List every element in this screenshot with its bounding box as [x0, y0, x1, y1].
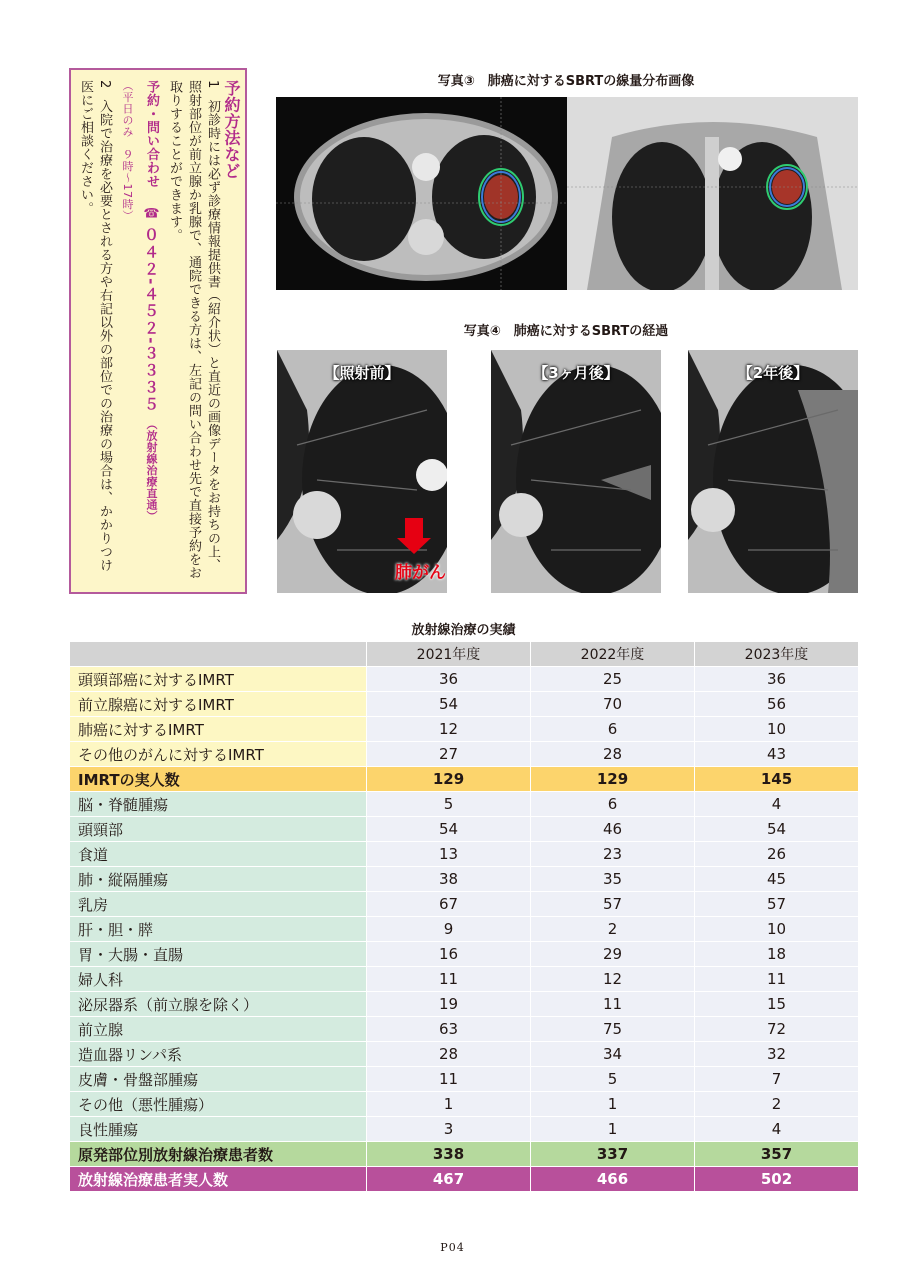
imrt-row-value-2022: 25 [531, 667, 695, 692]
site-row-value-2022: 6 [531, 792, 695, 817]
site-total-row-value-2021: 338 [367, 1142, 531, 1167]
patient-total-row-label: 放射線治療患者実人数 [70, 1167, 367, 1192]
imrt-total-row-value-2022: 129 [531, 767, 695, 792]
imrt-row-value-2023: 43 [695, 742, 859, 767]
site-row [70, 1067, 859, 1092]
patient-total-row-value-2021: 467 [367, 1167, 531, 1192]
site-row-label: 脳・脊髄腫瘍 [70, 792, 367, 817]
imrt-total-row-value-2021: 129 [367, 767, 531, 792]
imrt-row-value-2021: 12 [367, 717, 531, 742]
item-2-number: 2 [97, 80, 112, 89]
site-row [70, 992, 859, 1017]
imrt-row-value-2023: 56 [695, 692, 859, 717]
imrt-row-label: 頭頸部癌に対するIMRT [70, 667, 367, 692]
photo3-caption: 写真③ 肺癌に対するSBRTの線量分布画像 [437, 74, 695, 89]
site-row-label: 胃・大腸・直腸 [70, 942, 367, 967]
phone-icon: ☎ [144, 193, 159, 228]
contact-line [141, 80, 161, 582]
site-row-value-2021: 1 [367, 1092, 531, 1117]
contact-label: 予約・問い合わせ [144, 80, 159, 188]
reservation-title: 予約方法など [222, 80, 241, 179]
site-row-value-2023: 45 [695, 867, 859, 892]
site-row-value-2021: 11 [367, 1067, 531, 1092]
site-row-value-2021: 28 [367, 1042, 531, 1067]
site-row-value-2021: 19 [367, 992, 531, 1017]
header-blank [70, 642, 367, 667]
site-row-value-2022: 23 [531, 842, 695, 867]
imrt-row-value-2023: 36 [695, 667, 859, 692]
site-total-row-label: 原発部位別放射線治療患者数 [70, 1142, 367, 1167]
header-2023: 2023年度 [695, 642, 859, 667]
panel-label-before: 【照射前】 [324, 364, 400, 382]
photo4-caption: 写真④ 肺癌に対するSBRTの経過 [463, 324, 669, 339]
site-row-value-2022: 1 [531, 1092, 695, 1117]
site-row-label: 良性腫瘍 [70, 1117, 367, 1142]
ct-axial-image [276, 97, 567, 290]
ct-panel-2-years [688, 350, 858, 593]
site-row [70, 842, 859, 867]
page-number: P04 [440, 1241, 465, 1254]
site-row-value-2022: 57 [531, 892, 695, 917]
panel-label-2-years: 【2年後】 [737, 364, 809, 382]
imrt-row-value-2022: 70 [531, 692, 695, 717]
site-row [70, 1117, 859, 1142]
site-row [70, 892, 859, 917]
imrt-total-row [70, 767, 859, 792]
site-row-label: 肝・胆・膵 [70, 917, 367, 942]
site-row [70, 1042, 859, 1067]
site-row-value-2022: 29 [531, 942, 695, 967]
phone-number[interactable]: ０４２-４５２-３３３５ [142, 227, 160, 414]
radiotherapy-results-table [69, 641, 859, 1192]
panel-label-3-months: 【3ヶ月後】 [533, 364, 619, 382]
imrt-row [70, 667, 859, 692]
site-row-value-2021: 9 [367, 917, 531, 942]
imrt-row [70, 717, 859, 742]
site-row-value-2022: 46 [531, 817, 695, 842]
site-row [70, 867, 859, 892]
imrt-row [70, 692, 859, 717]
header-2021: 2021年度 [367, 642, 531, 667]
site-row-label: 乳房 [70, 892, 367, 917]
item-1-text: 初診時には必ず診療情報提供書（紹介状）と直近の画像データをお持ちの上、照射部位が前立腺か乳腺で、通院できる方は、左記の問い合わせ先で直接予約をお取りすることができます。 [167, 80, 220, 580]
site-row-label: 肺・縦隔腫瘍 [70, 867, 367, 892]
site-row-value-2022: 35 [531, 867, 695, 892]
site-row-value-2023: 10 [695, 917, 859, 942]
reservation-box [69, 68, 247, 594]
contact-hours: （平日のみ ９時〜17時） [121, 80, 134, 222]
site-row-label: 造血器リンパ系 [70, 1042, 367, 1067]
site-row-label: 食道 [70, 842, 367, 867]
table-header-row [70, 642, 859, 667]
site-row-value-2021: 3 [367, 1117, 531, 1142]
phone-note: （放射線治療直通） [145, 418, 158, 523]
site-row [70, 1017, 859, 1042]
site-row-value-2023: 57 [695, 892, 859, 917]
imrt-row-value-2022: 28 [531, 742, 695, 767]
imrt-row-value-2022: 6 [531, 717, 695, 742]
patient-total-row-value-2022: 466 [531, 1167, 695, 1192]
item-1-number: 1 [205, 80, 220, 89]
imrt-row-value-2021: 36 [367, 667, 531, 692]
site-row-value-2023: 26 [695, 842, 859, 867]
site-row-value-2023: 32 [695, 1042, 859, 1067]
site-row-value-2022: 5 [531, 1067, 695, 1092]
site-row-value-2023: 54 [695, 817, 859, 842]
imrt-row-value-2021: 54 [367, 692, 531, 717]
site-row-value-2021: 63 [367, 1017, 531, 1042]
site-row [70, 792, 859, 817]
ct-coronal-image [567, 97, 858, 290]
site-row-value-2022: 11 [531, 992, 695, 1017]
imrt-total-row-label: IMRTの実人数 [70, 767, 367, 792]
site-row-value-2023: 7 [695, 1067, 859, 1092]
site-row-label: 皮膚・骨盤部腫瘍 [70, 1067, 367, 1092]
lung-cancer-label: 肺がん [395, 563, 446, 583]
site-row-label: その他（悪性腫瘍） [70, 1092, 367, 1117]
site-row-value-2023: 11 [695, 967, 859, 992]
imrt-row-label: 肺癌に対するIMRT [70, 717, 367, 742]
site-row-value-2023: 72 [695, 1017, 859, 1042]
site-row-value-2021: 54 [367, 817, 531, 842]
reservation-item-2 [76, 80, 114, 582]
site-row-value-2021: 16 [367, 942, 531, 967]
site-row-value-2022: 2 [531, 917, 695, 942]
imrt-row-label: その他のがんに対するIMRT [70, 742, 367, 767]
table-caption: 放射線治療の実績 [411, 623, 516, 638]
item-2-text: 入院で治療を必要とされる方や右記以外の部位での治療の場合は、かかりつけ医にご相談ください。 [78, 80, 112, 572]
site-row-value-2021: 11 [367, 967, 531, 992]
site-row-value-2023: 15 [695, 992, 859, 1017]
imrt-total-row-value-2023: 145 [695, 767, 859, 792]
ct-panel-before [277, 350, 447, 593]
site-total-row-value-2022: 337 [531, 1142, 695, 1167]
imrt-row [70, 742, 859, 767]
site-row-value-2022: 12 [531, 967, 695, 992]
site-row-value-2023: 4 [695, 792, 859, 817]
site-row [70, 817, 859, 842]
site-row-value-2021: 5 [367, 792, 531, 817]
site-row-value-2023: 18 [695, 942, 859, 967]
site-row-label: 泌尿器系（前立腺を除く） [70, 992, 367, 1017]
patient-total-row-value-2023: 502 [695, 1167, 859, 1192]
header-2022: 2022年度 [531, 642, 695, 667]
site-row-value-2022: 75 [531, 1017, 695, 1042]
patient-total-row [70, 1167, 859, 1192]
site-row-label: 頭頸部 [70, 817, 367, 842]
imrt-row-label: 前立腺癌に対するIMRT [70, 692, 367, 717]
site-total-row [70, 1142, 859, 1167]
site-row-value-2021: 13 [367, 842, 531, 867]
site-row-label: 前立腺 [70, 1017, 367, 1042]
site-row-value-2021: 38 [367, 867, 531, 892]
site-row-value-2023: 2 [695, 1092, 859, 1117]
site-row [70, 942, 859, 967]
site-row [70, 917, 859, 942]
site-row-value-2022: 34 [531, 1042, 695, 1067]
site-row-value-2021: 67 [367, 892, 531, 917]
site-row-value-2023: 4 [695, 1117, 859, 1142]
site-row-label: 婦人科 [70, 967, 367, 992]
imrt-row-value-2023: 10 [695, 717, 859, 742]
reservation-item-1 [165, 80, 222, 582]
ct-panel-3-months [491, 350, 661, 593]
site-total-row-value-2023: 357 [695, 1142, 859, 1167]
site-row-value-2022: 1 [531, 1117, 695, 1142]
site-row [70, 967, 859, 992]
site-row [70, 1092, 859, 1117]
imrt-row-value-2021: 27 [367, 742, 531, 767]
